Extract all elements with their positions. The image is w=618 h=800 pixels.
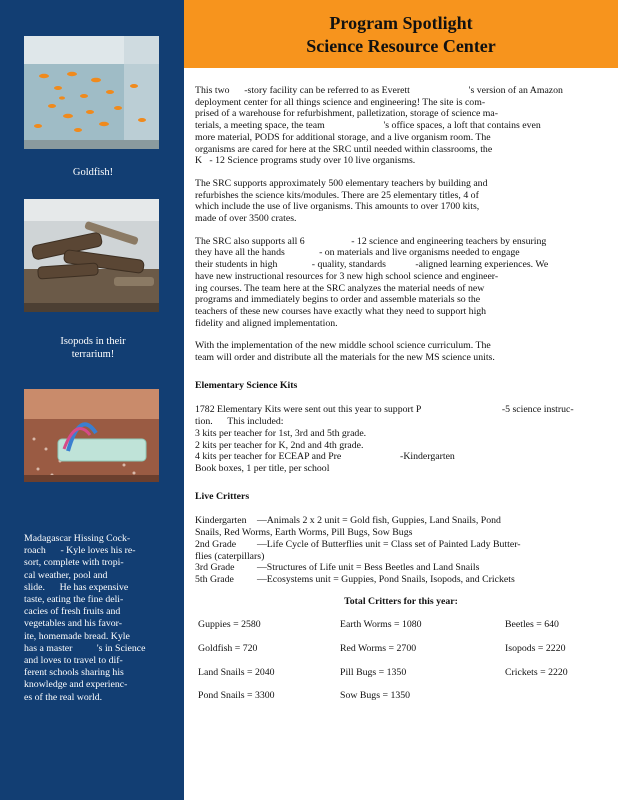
critter-row (195, 515, 607, 527)
secondary-line: fidelity and aligned implementation. (195, 317, 338, 329)
middle-school-line: With the implementation of the new middle school science curriculum. The (195, 340, 491, 352)
total-critters-grid (195, 619, 607, 702)
total-critter-item: Pond Snails = 3300 (198, 690, 275, 702)
intro-line: more material, PODS for additional storage, and a live organism room. The (195, 131, 491, 143)
cockroach-caption-line: vegetables and his favor- (24, 618, 123, 630)
cockroach-caption-line: ite, homemade bread. Kyle (24, 630, 130, 642)
isopods-caption (18, 335, 168, 361)
total-critter-item: Sow Bugs = 1350 (340, 690, 411, 702)
secondary-line: ing courses. The team here at the SRC analyzes the material needs of new (195, 282, 485, 294)
banner-subtitle: Science Resource Center (306, 36, 496, 56)
critter-grade: Kindergarten (195, 515, 247, 527)
cockroach-caption-line: taste, eating the fine deli- (24, 594, 124, 606)
intro-line: This two -story facility can be referred to as Everett 's version of an Amazon (195, 85, 563, 96)
total-critter-item: Earth Worms = 1080 (340, 619, 422, 631)
critter-grade: 5th Grade (195, 573, 234, 585)
goldfish-photo (24, 36, 159, 149)
critter-unit: —Life Cycle of Butterflies unit = Class set of Painted Lady Butter- (257, 538, 521, 550)
middle-school-line: team will order and distribute all the materials for the new MS science units. (195, 352, 495, 364)
critter-continuation: Snails, Red Worms, Earth Worms, Pill Bugs, Sow Bugs (195, 527, 413, 539)
total-critter-item: Guppies = 2580 (198, 619, 261, 631)
secondary-line: their students in high - quality, standards -aligned learning experiences. We (195, 259, 549, 271)
src-support-line: refurbishes the science kits/modules. There are 25 elementary titles, 4 of (195, 189, 479, 201)
cockroach-caption (24, 533, 150, 704)
elementary-kits-line: Book boxes, 1 per title, per school (195, 462, 330, 474)
critter-grade: 2nd Grade (195, 538, 237, 550)
cockroach-caption-line: cacies of fresh fruits and (24, 606, 121, 618)
live-critters-heading: Live Critters (195, 490, 250, 502)
intro-line: terials, a meeting space, the team 's office spaces, a loft that contains even (195, 120, 541, 132)
cockroach-photo (24, 389, 159, 482)
cockroach-caption-line: Madagascar Hissing Cock- (24, 533, 131, 544)
elementary-kits-line: 3 kits per teacher for 1st, 3rd and 5th grade. (195, 427, 367, 439)
src-support-line: made of over 3500 crates. (195, 213, 297, 225)
critter-continuation: flies (caterpillars) (195, 550, 265, 562)
cockroach-caption-line: es of the real world. (24, 691, 103, 703)
secondary-line: teachers of these new courses have exactly what they need to support high (195, 305, 487, 317)
total-critter-item: Red Worms = 2700 (340, 643, 417, 655)
live-critters-list (195, 515, 607, 585)
cockroach-caption-line: has a master 's in Science (24, 642, 146, 654)
intro-line: organisms are cared for here at the SRC until needed within classrooms, the (195, 143, 493, 155)
isopods-photo (24, 199, 159, 312)
elementary-kits-heading: Elementary Science Kits (195, 379, 298, 391)
critter-unit: —Animals 2 x 2 unit = Gold fish, Guppies, Land Snails, Pond (257, 515, 501, 527)
total-critters-title: Total Critters for this year: (344, 595, 458, 607)
critter-grade: 3rd Grade (195, 562, 235, 574)
goldfish-caption: Goldfish! (72, 167, 114, 178)
critter-row (195, 562, 607, 574)
total-critter-item: Isopods = 2220 (505, 643, 566, 655)
cockroach-caption-line: knowledge and experienc- (24, 679, 128, 691)
critter-row (195, 539, 607, 551)
cockroach-caption-line: slide. He has expensive (24, 581, 129, 593)
cockroach-caption-line: and loves to travel to dif- (24, 655, 123, 667)
intro-paragraph (195, 85, 607, 167)
article-body (195, 85, 607, 702)
total-critter-item (505, 690, 605, 702)
total-critter-item: Goldfish = 720 (198, 643, 258, 655)
cockroach-caption-line: roach - Kyle loves his re- (24, 545, 136, 557)
elementary-kits-line: 2 kits per teacher for K, 2nd and 4th grade. (195, 439, 364, 451)
total-critter-item: Crickets = 2220 (505, 666, 568, 678)
secondary-line: programs and immediately begins to order and assemble materials so the (195, 294, 481, 306)
src-support-line: The SRC supports approximately 500 elementary teachers by building and (195, 177, 488, 189)
sidebar (0, 0, 184, 800)
critter-unit: —Ecosystems unit = Guppies, Pond Snails, Isopods, and Crickets (257, 573, 515, 585)
src-support-line: which include the use of live organisms. This amounts to over 1700 kits, (195, 201, 480, 213)
isopods-caption-line: Isopods in their (60, 336, 126, 347)
banner-title: Program Spotlight (329, 13, 473, 33)
cockroach-caption-line: ferent schools sharing his (24, 667, 124, 679)
program-spotlight-banner (184, 0, 618, 68)
intro-line: K - 12 Science programs study over 10 live organisms. (195, 155, 416, 167)
cockroach-caption-line: sort, complete with tropi- (24, 557, 124, 569)
secondary-line: have new instructional resources for 3 new high school science and engineer- (195, 270, 499, 282)
src-support-paragraph (195, 178, 607, 225)
elementary-kits-line: 4 kits per teacher for ECEAP and Pre -Kindergarten (195, 451, 455, 463)
isopods-caption-line: terrarium! (71, 349, 115, 360)
intro-line: deployment center for all things science and engineering! The site is com- (195, 96, 486, 108)
critter-unit: —Structures of Life unit = Bess Beetles and Land Snails (257, 562, 480, 574)
critter-row (195, 574, 607, 586)
cockroach-caption-line: cal weather, pool and (24, 569, 108, 581)
elementary-kits-paragraph (195, 404, 607, 474)
total-critter-item: Land Snails = 2040 (198, 666, 275, 678)
total-critter-item: Pill Bugs = 1350 (340, 666, 407, 678)
secondary-line: The SRC also supports all 6 - 12 science and engineering teachers by ensuring (195, 235, 547, 247)
secondary-paragraph (195, 236, 607, 330)
intro-line: prised of a warehouse for refurbishment, palletization, storage of science ma- (195, 108, 499, 120)
middle-school-paragraph (195, 340, 607, 363)
elementary-kits-line: tion. This included: (195, 416, 284, 428)
elementary-kits-line: 1782 Elementary Kits were sent out this year to support P -5 science instruc- (195, 404, 574, 416)
secondary-line: they have all the hands - on materials and live organisms needed to engage (195, 247, 520, 259)
total-critter-item: Beetles = 640 (505, 619, 559, 631)
